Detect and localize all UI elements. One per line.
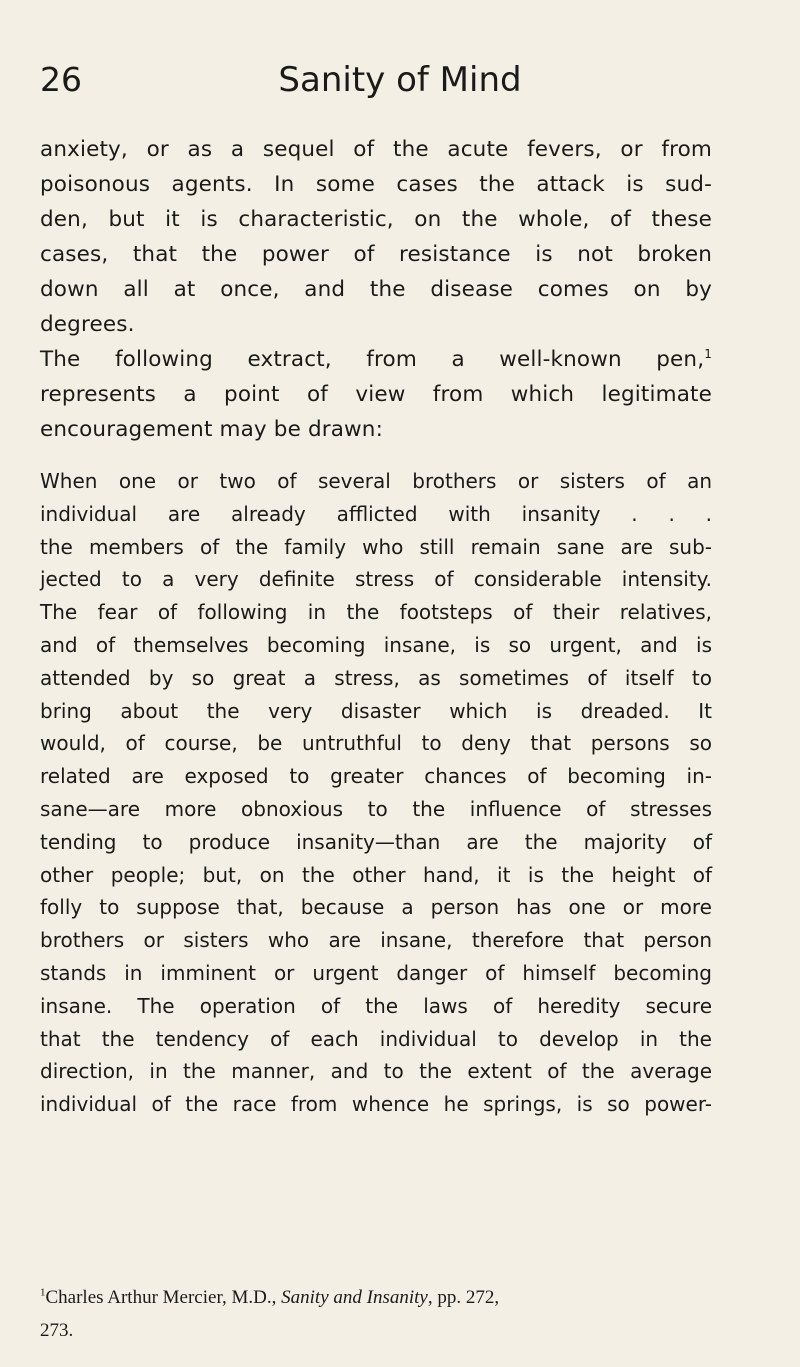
block-quote [40, 465, 712, 1121]
text-line [40, 342, 712, 377]
quote-line: and of themselves becoming insane, is so urgent, and is [40, 632, 712, 657]
quote-line: sane—are more obnoxious to the influence of stresses [40, 796, 712, 821]
paragraph-2 [40, 342, 712, 447]
quote-line: stands in imminent or urgent danger of himself becoming [40, 960, 712, 985]
quote-line: folly to suppose that, because a person has one or more [40, 895, 712, 920]
quote-line: the members of the family who still remain sane are sub- [40, 534, 712, 559]
quote-line: The fear of following in the footsteps of their relatives, [40, 600, 712, 625]
text-line: degrees. [40, 312, 135, 337]
quote-line: jected to a very definite stress of considerable intensity. [40, 567, 712, 592]
quote-line: tending to produce insanity—than are the majority of [40, 829, 712, 854]
paragraph-2-opening: The following extract, from a well-known pen, [40, 347, 705, 372]
quote-line: individual are already afflicted with insanity . . . [40, 501, 712, 526]
running-title: Sanity of Mind [278, 60, 522, 100]
footnote-line-continued: 273. [40, 1320, 74, 1341]
text-line: cases, that the power of resistance is not broken [40, 242, 712, 267]
quote-line: individual of the race from whence he springs, is so power- [40, 1092, 712, 1117]
quote-line: that the tendency of each individual to develop in the [40, 1026, 712, 1051]
quote-line: other people; but, on the other hand, it is the height of [40, 862, 712, 887]
quote-line: related are exposed to greater chances of becoming in- [40, 764, 712, 789]
quote-line: When one or two of several brothers or sisters of an [40, 469, 712, 493]
footnote-author: Charles Arthur Mercier, M.D., [45, 1287, 282, 1308]
quote-spacer [40, 447, 712, 465]
footnote-marker: 1 [40, 1286, 46, 1299]
text-line: represents a point of view from which legitimate [40, 382, 712, 407]
paragraph-1 [40, 132, 712, 342]
quote-line: bring about the very disaster which is dreaded. It [40, 698, 712, 723]
text-line: den, but it is characteristic, on the whole, of these [40, 207, 712, 232]
quote-line: attended by so great a stress, as sometimes of itself to [40, 665, 712, 690]
footnote-pages: , pp. 272, [427, 1287, 500, 1308]
quote-line: brothers or sisters who are insane, therefore that person [40, 928, 712, 953]
footnote-line [40, 1281, 720, 1314]
quote-line: direction, in the manner, and to the extent of the average [40, 1059, 712, 1084]
body-text [40, 132, 712, 1121]
footnote-reference: 1 [704, 346, 712, 361]
quote-line: insane. The operation of the laws of heredity secure [40, 993, 712, 1018]
text-line: poisonous agents. In some cases the attack is sud- [40, 172, 712, 197]
page-number: 26 [40, 60, 82, 99]
text-line: encouragement may be drawn: [40, 417, 383, 442]
page-header [0, 58, 800, 108]
quote-line: would, of course, be untruthful to deny that persons so [40, 731, 712, 756]
text-line: down all at once, and the disease comes on by [40, 277, 712, 302]
text-line: anxiety, or as a sequel of the acute fevers, or from [40, 137, 712, 162]
footnote-book-title: Sanity and Insanity [281, 1287, 428, 1308]
footnote [40, 1281, 720, 1347]
